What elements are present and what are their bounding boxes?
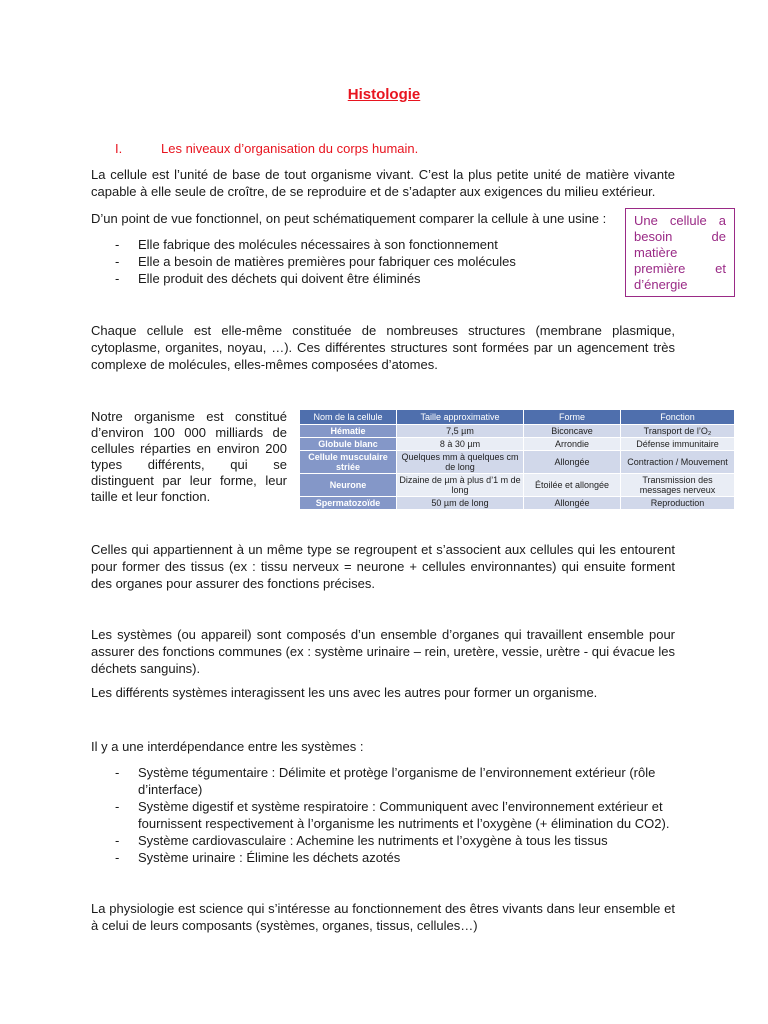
table-row xyxy=(300,474,735,497)
table-header-cell: Taille approximative xyxy=(397,410,524,425)
table-cell: 7,5 µm xyxy=(397,425,524,438)
table-cell: Arrondie xyxy=(524,438,621,451)
paragraph-cell-definition: La cellule est l’unité de base de tout organisme vivant. C’est la plus petite unité de matière vivante capable à elle seule de croître, de se reproduire et de s’adapter aux exigences du milieu extérieur. xyxy=(91,167,675,199)
section-label: Les niveaux d’organisation du corps humain. xyxy=(161,141,419,156)
paragraph-systems: Les systèmes (ou appareil) sont composés d’un ensemble d’organes qui travaillent ensemble pour assurer des fonctions communes (ex : système urinaire – rein, uretère, vessie, urètre - qui évacue les déchets sanguins). xyxy=(91,627,675,676)
table-cell-name: Neurone xyxy=(300,474,397,497)
table-cell: Allongée xyxy=(524,497,621,510)
table-row xyxy=(300,425,735,438)
paragraph-organism-cells: Notre organisme est constitué d’environ 100 000 milliards de cellules réparties en environ 200 types différents, qui se distinguent par leur forme, leur taille et leur fonction. xyxy=(91,409,287,504)
paragraph-factory-comparison: D’un point de vue fonctionnel, on peut schématiquement comparer la cellule à une usine : xyxy=(91,211,607,226)
table-cell: Dizaine de µm à plus d’1 m de long xyxy=(397,474,524,497)
table-cell: 8 à 30 µm xyxy=(397,438,524,451)
cell-types-table xyxy=(299,409,735,510)
table-header-cell: Forme xyxy=(524,410,621,425)
factory-list xyxy=(115,236,595,287)
list-item: - Système cardiovasculaire : Achemine les nutriments et l’oxygène à tous les tissus xyxy=(115,832,675,849)
list-item: - Elle fabrique des molécules nécessaires à son fonctionnement xyxy=(115,236,595,253)
table-row xyxy=(300,497,735,510)
table-cell: Allongée xyxy=(524,451,621,474)
paragraph-physiology: La physiologie est science qui s’intéresse au fonctionnement des êtres vivants dans leur ensemble et à celui de leurs composants (systèmes, organes, tissus, cellules…) xyxy=(91,901,675,933)
table-header-cell: Fonction xyxy=(621,410,735,425)
document-title: Histologie xyxy=(347,86,421,103)
table-cell: Transmission des messages nerveux xyxy=(621,474,735,497)
table-cell: Reproduction xyxy=(621,497,735,510)
table-row xyxy=(300,451,735,474)
paragraph-cell-structures: Chaque cellule est elle-même constituée de nombreuses structures (membrane plasmique, cytoplasme, organites, noyau, …). Ces différentes structures sont formées par un agencement très complexe de molécules, elles-mêmes composées d’atomes. xyxy=(91,323,675,372)
paragraph-tissues: Celles qui appartiennent à un même type se regroupent et s’associent aux cellules qui les entourent pour former des tissus (ex : tissu nerveux = neurone + cellules environnantes) qui ensuite forment des organes pour assurer des fonctions précises. xyxy=(91,542,675,591)
section-number: I. xyxy=(115,141,123,156)
table-cell: Quelques mm à quelques cm de long xyxy=(397,451,524,474)
table-cell: Contraction / Mouvement xyxy=(621,451,735,474)
table-cell-name: Globule blanc xyxy=(300,438,397,451)
table-header-cell: Nom de la cellule xyxy=(300,410,397,425)
table-cell: 50 µm de long xyxy=(397,497,524,510)
list-item: - Elle a besoin de matières premières pour fabriquer ces molécules xyxy=(115,253,595,270)
systems-list xyxy=(115,764,675,866)
paragraph-organism: Les différents systèmes interagissent les uns avec les autres pour former un organisme. xyxy=(91,685,598,700)
list-item: - Système tégumentaire : Délimite et protège l’organisme de l’environnement extérieur (rôle d’interface) xyxy=(115,764,675,798)
list-item: - Système digestif et système respiratoire : Communiquent avec l’environnement extérieur et fournissent respectivement à l’organisme les nutriments et l’oxygène (+ élimination du CO2). xyxy=(115,798,675,832)
list-item: - Elle produit des déchets qui doivent être éliminés xyxy=(115,270,595,287)
section-heading xyxy=(115,141,418,156)
table-row xyxy=(300,438,735,451)
table-header-row xyxy=(300,410,735,425)
callout-box: Une cellule a besoin de matière première et d’énergie xyxy=(625,208,735,297)
table-cell-name: Cellule musculaire striée xyxy=(300,451,397,474)
table-cell: Étoilée et allongée xyxy=(524,474,621,497)
list-item: - Système urinaire : Élimine les déchets azotés xyxy=(115,849,675,866)
table-cell: Défense immunitaire xyxy=(621,438,735,451)
paragraph-interdependence: Il y a une interdépendance entre les systèmes : xyxy=(91,739,364,754)
table-cell: Biconcave xyxy=(524,425,621,438)
table-cell-name: Hématie xyxy=(300,425,397,438)
table-cell: Transport de l’O₂ xyxy=(621,425,735,438)
table-cell-name: Spermatozoïde xyxy=(300,497,397,510)
